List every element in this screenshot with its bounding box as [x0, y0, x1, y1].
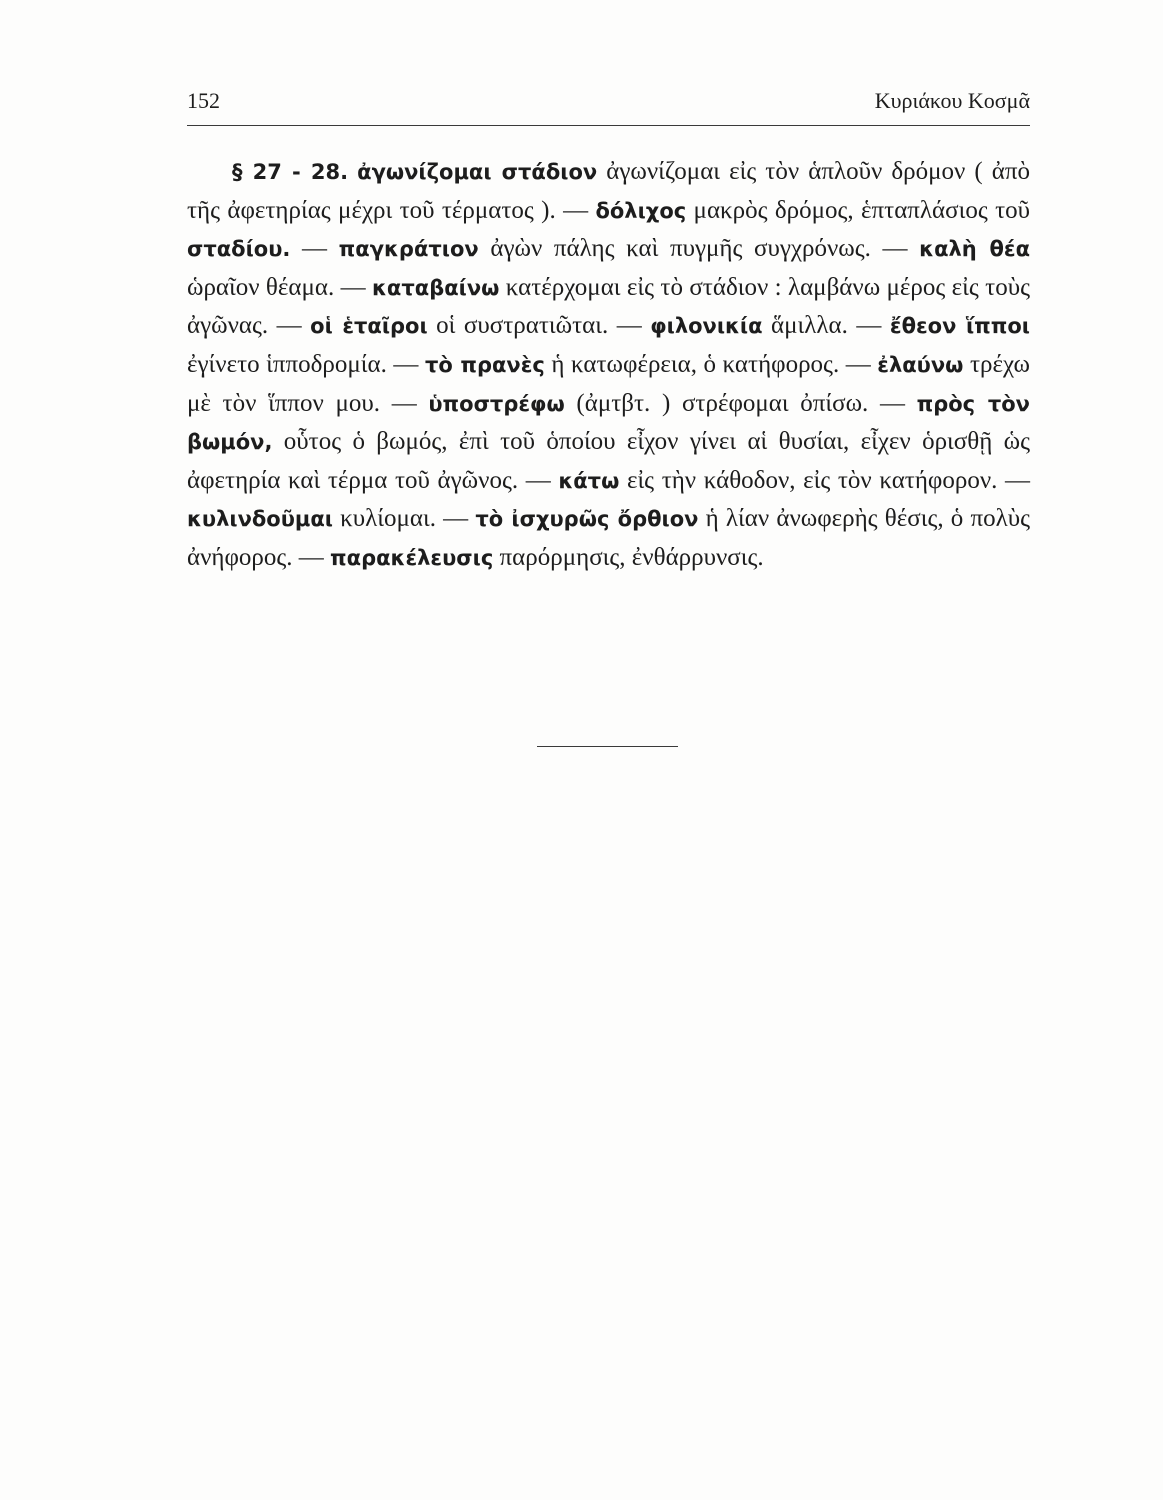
section-number: § 27 - 28. [232, 160, 349, 184]
gloss-text: οἱ συστρατιῶται. — [427, 312, 651, 340]
glossary-term: ἔθεον ἵπποι [889, 314, 1030, 339]
page-header [187, 86, 1030, 126]
gloss-text: ἀγωνίζομαι εἰς τὸν ἁπλοῦν δρόμον ( ἀπὸ τῆς ἀφετηρίας μέχρι τοῦ τέρματος ). — [187, 158, 1030, 224]
glossary-term: ὑποστρέφω [428, 391, 565, 416]
gloss-text: τρέχω μὲ τὸν ἵππον μου. — [187, 350, 1030, 417]
gloss-text: ὡραῖον θέαμα. — [187, 273, 373, 301]
glossary-term: κάτω [558, 468, 620, 493]
gloss-text: μακρὸς δρόμος, ἑπταπλάσιος τοῦ [686, 196, 1031, 224]
gloss-text: παρόρμησις, ἐνθάρρυνσις. [493, 543, 764, 571]
glossary-term: ἐλαύνω [877, 352, 964, 377]
glossary-term: καταβαίνω [372, 275, 500, 300]
gloss-text: — [290, 235, 339, 263]
gloss-text: εἰς τὴν κάθοδον, εἰς τὸν κατήφορον. — [619, 466, 1030, 494]
glossary-term: φιλονικία [650, 314, 763, 339]
glossary-term: καλὴ θέα [919, 237, 1030, 262]
glossary-term: παρακέλευσις [330, 545, 494, 570]
header-rule [187, 125, 1030, 126]
page-number: 152 [187, 88, 220, 113]
gloss-text: ἡ κατωφέρεια, ὁ κατήφορος. — [544, 350, 878, 378]
glossary-term: οἱ ἑταῖροι [310, 314, 428, 339]
gloss-text: κατέρχομαι εἰς τὸ στάδιον : λαμβάνω μέρος εἰς τοὺς ἀγῶνας. — [187, 273, 1030, 340]
running-head: Κυριάκου Κοσμᾶ [874, 88, 1030, 113]
gloss-text: ἡ λίαν ἀνωφερὴς θέσις, ὁ πολὺς ἀνήφορος. — [187, 505, 1030, 571]
gloss-text: κυλίομαι. — [332, 505, 476, 533]
gloss-text: οὗτος ὁ βωμός, ἐπὶ τοῦ ὁποίου εἶχον γίνει αἱ θυσίαι, εἶχεν ὁρισθῇ ὡς ἀφετηρία καὶ τέρμα τοῦ ἀγῶνος. — [187, 428, 1030, 494]
glossary-term: σταδίου. [187, 237, 291, 262]
section-paragraph [187, 153, 1030, 578]
glossary-term: πρὸς τὸν βωμόν, [187, 391, 1030, 455]
end-rule [537, 746, 678, 747]
glossary-term: δόλιχος [595, 198, 687, 223]
gloss-text: ἅμιλλα. — [762, 312, 890, 340]
glossary-term: τὸ πρανὲς [424, 352, 545, 377]
gloss-text: ἐγίνετο ἱπποδρομία. — [187, 350, 425, 378]
gloss-text: (ἀμτβτ. ) στρέφομαι ὀπίσω. — [564, 389, 917, 417]
glossary-term: κυλινδοῦμαι [187, 507, 333, 532]
glossary-term: τὸ ἰσχυρῶς ὄρθιον [475, 507, 699, 532]
glossary-term: ἀγωνίζομαι στάδιον [357, 160, 598, 184]
glossary-term: παγκράτιον [338, 237, 479, 262]
gloss-text: ἀγὼν πάλης καὶ πυγμῆς συγχρόνως. — [478, 235, 920, 263]
